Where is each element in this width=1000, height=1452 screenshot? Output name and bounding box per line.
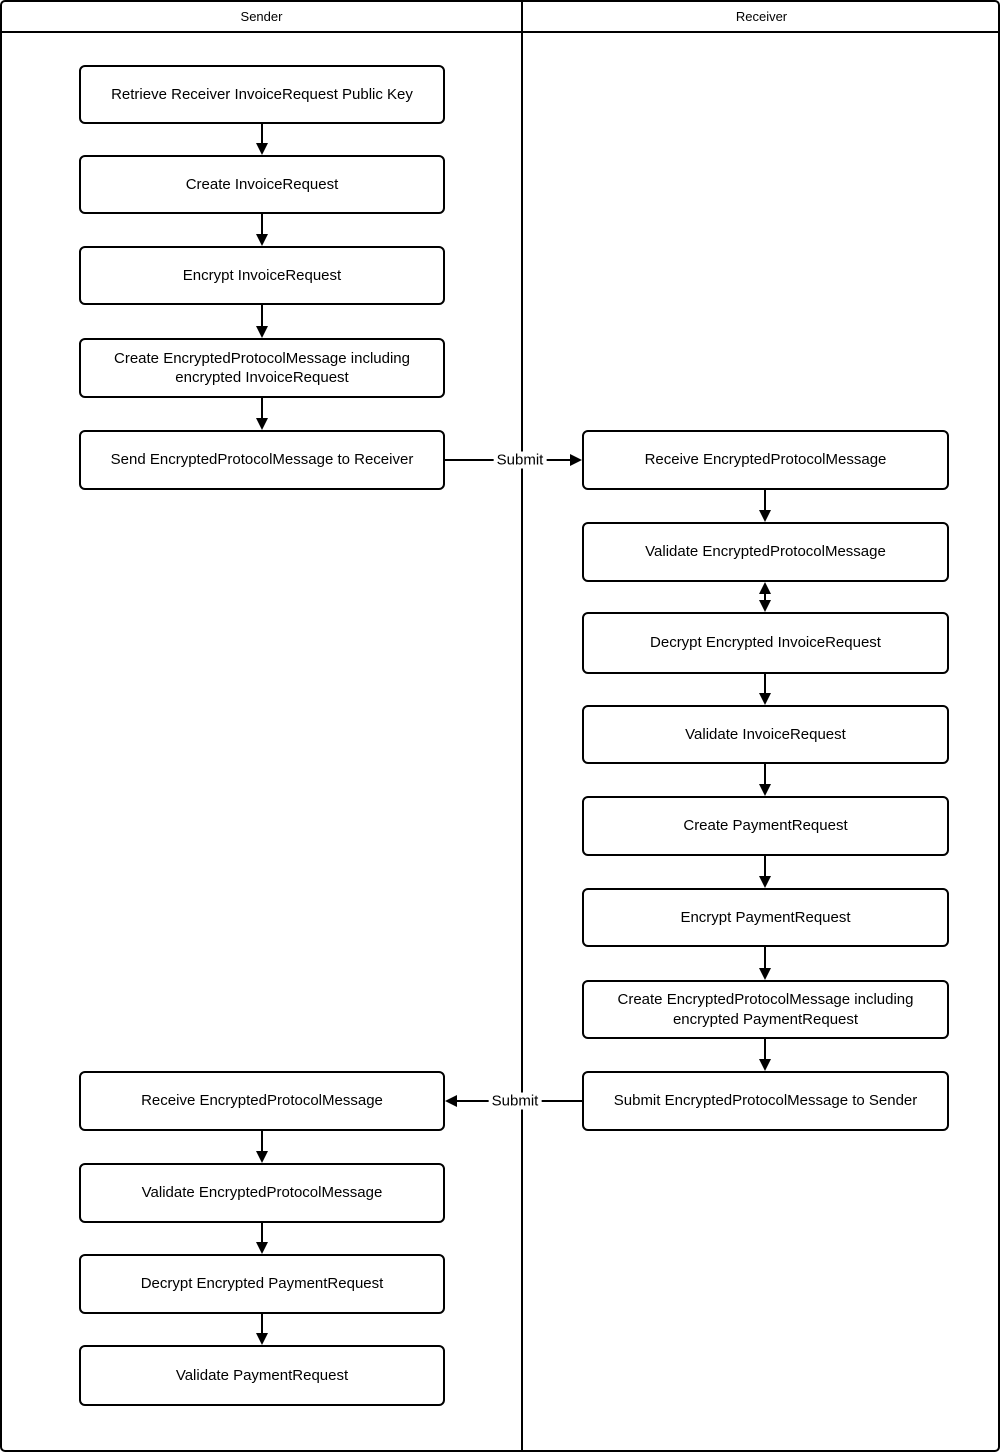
node-validate-invoicerequest: Validate InvoiceRequest [582, 705, 949, 764]
node-create-invoicerequest: Create InvoiceRequest [79, 155, 445, 214]
arrow-double-vertical-icon [759, 582, 771, 612]
arrow-down-icon [759, 490, 771, 522]
arrow-down-icon [256, 124, 268, 155]
node-create-paymentrequest: Create PaymentRequest [582, 796, 949, 856]
arrow-down-icon [256, 305, 268, 338]
node-create-epm-paymentrequest: Create EncryptedProtocolMessage including encrypted PaymentRequest [582, 980, 949, 1039]
node-validate-paymentrequest: Validate PaymentRequest [79, 1345, 445, 1406]
submit-to-sender-label: Submit [489, 1093, 542, 1110]
node-submit-epm-to-sender: Submit EncryptedProtocolMessage to Sender [582, 1071, 949, 1131]
node-decrypt-paymentrequest: Decrypt Encrypted PaymentRequest [79, 1254, 445, 1314]
arrow-down-icon [759, 1039, 771, 1071]
lane-header-rule [2, 31, 998, 33]
node-encrypt-invoicerequest: Encrypt InvoiceRequest [79, 246, 445, 305]
arrow-down-icon [256, 1223, 268, 1254]
node-encrypt-paymentrequest: Encrypt PaymentRequest [582, 888, 949, 947]
submit-to-receiver-label: Submit [494, 452, 547, 469]
arrow-down-icon [256, 1131, 268, 1163]
node-receiver-receive-epm: Receive EncryptedProtocolMessage [582, 430, 949, 490]
arrow-down-icon [759, 856, 771, 888]
node-retrieve-public-key: Retrieve Receiver InvoiceRequest Public Key [79, 65, 445, 124]
lane-title-sender: Sender [240, 9, 283, 24]
arrow-down-icon [256, 214, 268, 246]
lane-divider [521, 2, 523, 1450]
lane-title-receiver: Receiver [735, 9, 788, 24]
node-sender-receive-epm: Receive EncryptedProtocolMessage [79, 1071, 445, 1131]
arrow-down-icon [759, 947, 771, 980]
node-send-epm-to-receiver: Send EncryptedProtocolMessage to Receiver [79, 430, 445, 490]
node-decrypt-invoicerequest: Decrypt Encrypted InvoiceRequest [582, 612, 949, 674]
node-create-epm-invoicerequest: Create EncryptedProtocolMessage including encrypted InvoiceRequest [79, 338, 445, 398]
node-receiver-validate-epm: Validate EncryptedProtocolMessage [582, 522, 949, 582]
node-sender-validate-epm: Validate EncryptedProtocolMessage [79, 1163, 445, 1223]
arrow-down-icon [256, 1314, 268, 1345]
arrow-down-icon [256, 398, 268, 430]
arrow-down-icon [759, 674, 771, 705]
arrow-down-icon [759, 764, 771, 796]
